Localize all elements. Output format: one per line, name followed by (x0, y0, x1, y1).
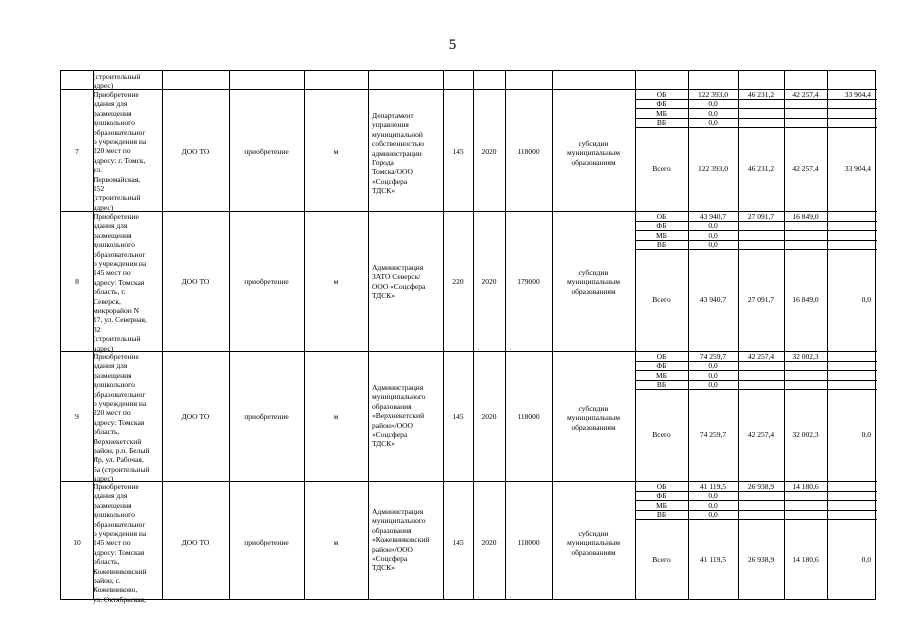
unit: м (333, 412, 339, 421)
budget-value: 41 119,5 (700, 555, 726, 565)
funding-source: субсидии муниципальным образованиям (567, 268, 620, 296)
budget-value: 0,0 (861, 430, 871, 440)
budget-value: 27 091,7 (747, 295, 775, 305)
budget-value: 42 257,4 (792, 164, 819, 174)
funding-source: субсидии муниципальным образованиям (567, 529, 620, 557)
capacity: 220 (452, 277, 464, 286)
budget-value: 0,0 (708, 380, 718, 390)
object-description: Приобретение здания для размещения дошкольного образовательног о учреждения на 220 мест по адресу: г. Томск, ул. Первомайская, 152 (строительный адрес) (93, 90, 147, 212)
budget-value: 46 231,2 (747, 89, 775, 99)
price: 179000 (517, 277, 540, 286)
budget-value: 27 091,7 (747, 211, 775, 221)
budget-label: ОБ (656, 89, 667, 99)
customer: Администрация муниципального образования «Верхнекетский район»/ООО «Соцсфера ТДСК» (372, 383, 426, 449)
capacity: 145 (452, 538, 464, 547)
budget-value: 0,0 (861, 555, 871, 565)
budget-label: МБ (656, 230, 667, 240)
year: 2020 (481, 412, 497, 421)
row-number: 9 (75, 412, 79, 421)
budget-label: ОБ (656, 211, 667, 221)
investment-table (60, 70, 876, 604)
budget-value: 0,0 (708, 221, 718, 231)
object-description: Приобретение здания для размещения дошкольного образовательног о учреждения на 145 мест по адресу: Томская область, Кожевниковский район, с. Кожевниково, ул. Октябрьская, (93, 482, 147, 604)
budget-value: 42 257,4 (747, 351, 775, 361)
unit: м (333, 538, 339, 547)
action: приобретение (244, 277, 289, 286)
year: 2020 (481, 538, 497, 547)
owner: ДОО ТО (181, 147, 210, 156)
budget-value: 74 259,7 (699, 351, 727, 361)
budget-label: Всего (652, 295, 671, 305)
budget-label: ФБ (656, 491, 667, 501)
unit: м (333, 277, 339, 286)
budget-label: ВБ (656, 380, 667, 390)
budget-value: 0,0 (708, 108, 718, 118)
budget-value: 46 231,2 (747, 164, 775, 174)
action: приобретение (244, 412, 289, 421)
row-number: 10 (73, 538, 81, 547)
capacity: 145 (452, 147, 464, 156)
budget-value: 0,0 (861, 295, 871, 305)
budget-label: ФБ (656, 99, 667, 109)
budget-value: 42 257,4 (792, 89, 819, 99)
continued-address-fragment: (строительный адрес) (93, 72, 141, 91)
capacity: 145 (452, 412, 464, 421)
object-description: Приобретение здания для размещения дошкольного образовательног о учреждения на 145 мест по адресу: Томская область, г. Северск, микрорайон N 17, ул. Северная, 32 (строительный адрес) (93, 212, 147, 353)
budget-value: 26 938,9 (747, 555, 775, 565)
year: 2020 (481, 147, 497, 156)
budget-value: 26 938,9 (747, 481, 775, 491)
row-number: 7 (75, 147, 79, 156)
price: 118000 (517, 147, 540, 156)
budget-value: 0,0 (708, 510, 718, 520)
budget-label: МБ (656, 370, 667, 380)
budget-value: 0,0 (708, 491, 718, 501)
budget-label: Всего (652, 164, 671, 174)
customer: Департамент управления муниципальной собственностью администрации Города Томска/ООО «Соцсфера ТДСК» (372, 111, 424, 196)
unit: м (333, 147, 339, 156)
budget-value: 0,0 (708, 500, 718, 510)
budget-value: 14 180,6 (792, 555, 819, 565)
budget-label: ФБ (656, 221, 667, 231)
budget-value: 14 180,6 (792, 481, 819, 491)
row-number: 8 (75, 277, 79, 286)
budget-value: 74 259,7 (699, 430, 727, 440)
budget-label: ОБ (656, 351, 667, 361)
budget-value: 122 393,0 (698, 164, 728, 174)
budget-value: 16 849,0 (792, 295, 819, 305)
budget-value: 16 849,0 (792, 211, 819, 221)
budget-value: 33 904,4 (844, 164, 871, 174)
budget-value: 43 940,7 (699, 211, 727, 221)
owner: ДОО ТО (181, 277, 210, 286)
budget-label: Всего (652, 555, 671, 565)
customer: Администрация муниципального образования «Кожевниковский район»/ООО «Соцсфера ТДСК» (372, 507, 430, 573)
price: 118000 (517, 412, 540, 421)
budget-label: ОБ (656, 481, 667, 491)
page-number: 5 (448, 37, 457, 53)
budget-value: 32 002,3 (792, 430, 819, 440)
budget-value: 0,0 (708, 370, 718, 380)
price: 118000 (517, 538, 540, 547)
customer: Администрация ЗАТО Северск/ ООО «Соцсфера ТДСК» (372, 263, 426, 301)
action: приобретение (244, 538, 289, 547)
budget-value: 43 940,7 (699, 295, 727, 305)
budget-label: МБ (656, 108, 667, 118)
year: 2020 (481, 277, 497, 286)
owner: ДОО ТО (181, 538, 210, 547)
budget-value: 33 904,4 (844, 89, 871, 99)
action: приобретение (244, 147, 289, 156)
budget-label: ВБ (656, 240, 667, 250)
budget-value: 0,0 (708, 240, 718, 250)
funding-source: субсидии муниципальным образованиям (567, 139, 620, 167)
budget-value: 41 119,5 (700, 481, 726, 491)
budget-value: 42 257,4 (747, 430, 775, 440)
budget-value: 0,0 (708, 99, 718, 109)
budget-value: 0,0 (708, 361, 718, 371)
budget-label: ВБ (656, 510, 667, 520)
object-description: Приобретение здания для размещения дошкольного образовательног о учреждения на 220 мест по адресу: Томская область, Верхнекетский район, р.п. Белый Яр, ул. Рабочая, 5а (строительный адрес) (93, 352, 150, 484)
budget-value: 32 002,3 (792, 351, 819, 361)
budget-value: 0,0 (708, 118, 718, 128)
budget-label: ФБ (656, 361, 667, 371)
funding-source: субсидии муниципальным образованиям (567, 404, 620, 432)
budget-label: МБ (656, 500, 667, 510)
owner: ДОО ТО (181, 412, 210, 421)
budget-label: Всего (652, 430, 671, 440)
budget-value: 122 393,0 (698, 89, 728, 99)
budget-label: ВБ (656, 118, 667, 128)
budget-value: 0,0 (708, 230, 718, 240)
